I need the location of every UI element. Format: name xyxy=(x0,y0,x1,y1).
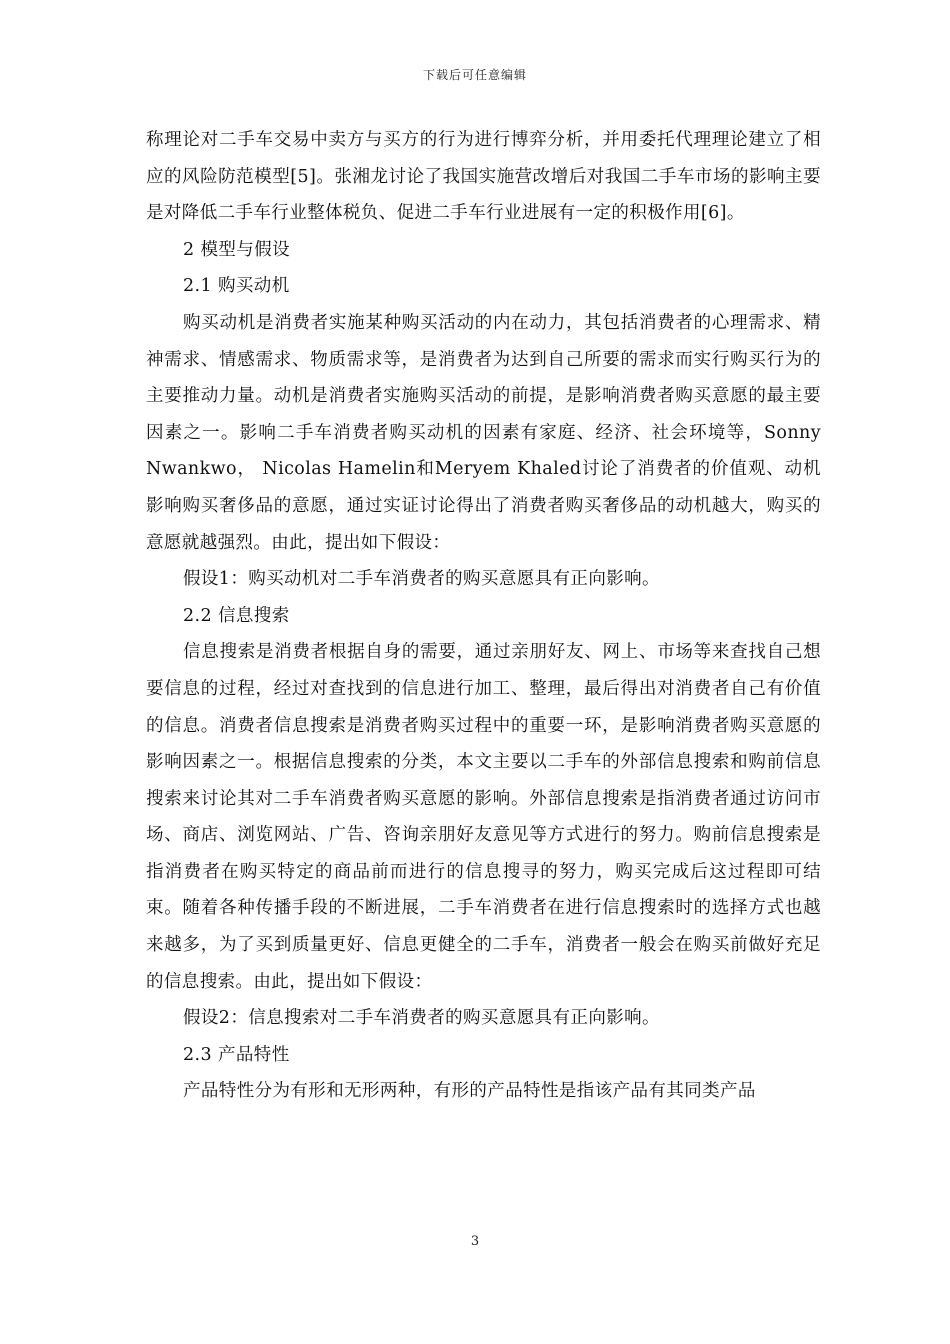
subsection-heading-2-1: 2.1 购买动机 xyxy=(183,276,290,297)
paragraph-intro-continued: 称理论对二手车交易中卖方与买方的行为进行博弈分析，并用委托代理理论建立了相应的风险防范模型[5]。张湘龙讨论了我国实施营改增后对我国二手车市场的影响主要是对降低二手车行业整体税负、促进二手车行业进展有一定的积极作用[6]。 xyxy=(146,130,821,224)
hypothesis-2: 假设2：信息搜索对二手车消费者的购买意愿具有正向影响。 xyxy=(183,1008,660,1029)
page-header: 下载后可任意编辑 xyxy=(422,68,527,82)
section-heading-2: 2 模型与假设 xyxy=(183,239,290,260)
paragraph-product-features: 产品特性分为有形和无形两种，有形的产品特性是指该产品有其同类产品 xyxy=(183,1081,756,1102)
paragraph-information-search: 信息搜索是消费者根据自身的需要，通过亲朋好友、网上、市场等来查找自己想要信息的过程，经过对查找到的信息进行加工、整理，最后得出对消费者自己有价值的信息。消费者信息搜索是消费者购买过程中的重要一环，是影响消费者购买意愿的影响因素之一。根据信息搜索的分类，本文主要以二手车的外部信息搜索和购前信息搜索来讨论其对二手车消费者购买意愿的影响。外部信息搜索是指消费者通过访问市场、商店、浏览网站、广告、咨询亲朋好友意见等方式进行的努力。购前信息搜索是指消费者在购买特定的商品前而进行的信息搜寻的努力，购买完成后这过程即可结束。随着各种传播手段的不断进展，二手车消费者在进行信息搜索时的选择方式也越来越多，为了买到质量更好、信息更健全的二手车，消费者一般会在购买前做好充足的信息搜索。由此，提出如下假设： xyxy=(146,642,821,992)
paragraph-purchase-motive: 购买动机是消费者实施某种购买活动的内在动力，其包括消费者的心理需求、精神需求、情感需求、物质需求等，是消费者为达到自己所要的需求而实行购买行为的主要推动力量。动机是消费者实施购买活动的前提，是影响消费者购买意愿的最主要因素之一。影响二手车消费者购买动机的因素有家庭、经济、社会环境等，Sonny Nwankwo， Nicolas Hamelin和Meryem Khaled讨论了消费者的价值观、动机影响购买奢侈品的意愿，通过实证讨论得出了消费者购买奢侈品的动机越大，购买的意愿就越强烈。由此，提出如下假设： xyxy=(146,312,821,553)
subsection-heading-2-2: 2.2 信息搜索 xyxy=(183,605,290,626)
subsection-heading-2-3: 2.3 产品特性 xyxy=(183,1044,290,1065)
hypothesis-1: 假设1：购买动机对二手车消费者的购买意愿具有正向影响。 xyxy=(183,569,660,590)
page-number: 3 xyxy=(470,1234,480,1249)
document-body xyxy=(146,122,821,1110)
